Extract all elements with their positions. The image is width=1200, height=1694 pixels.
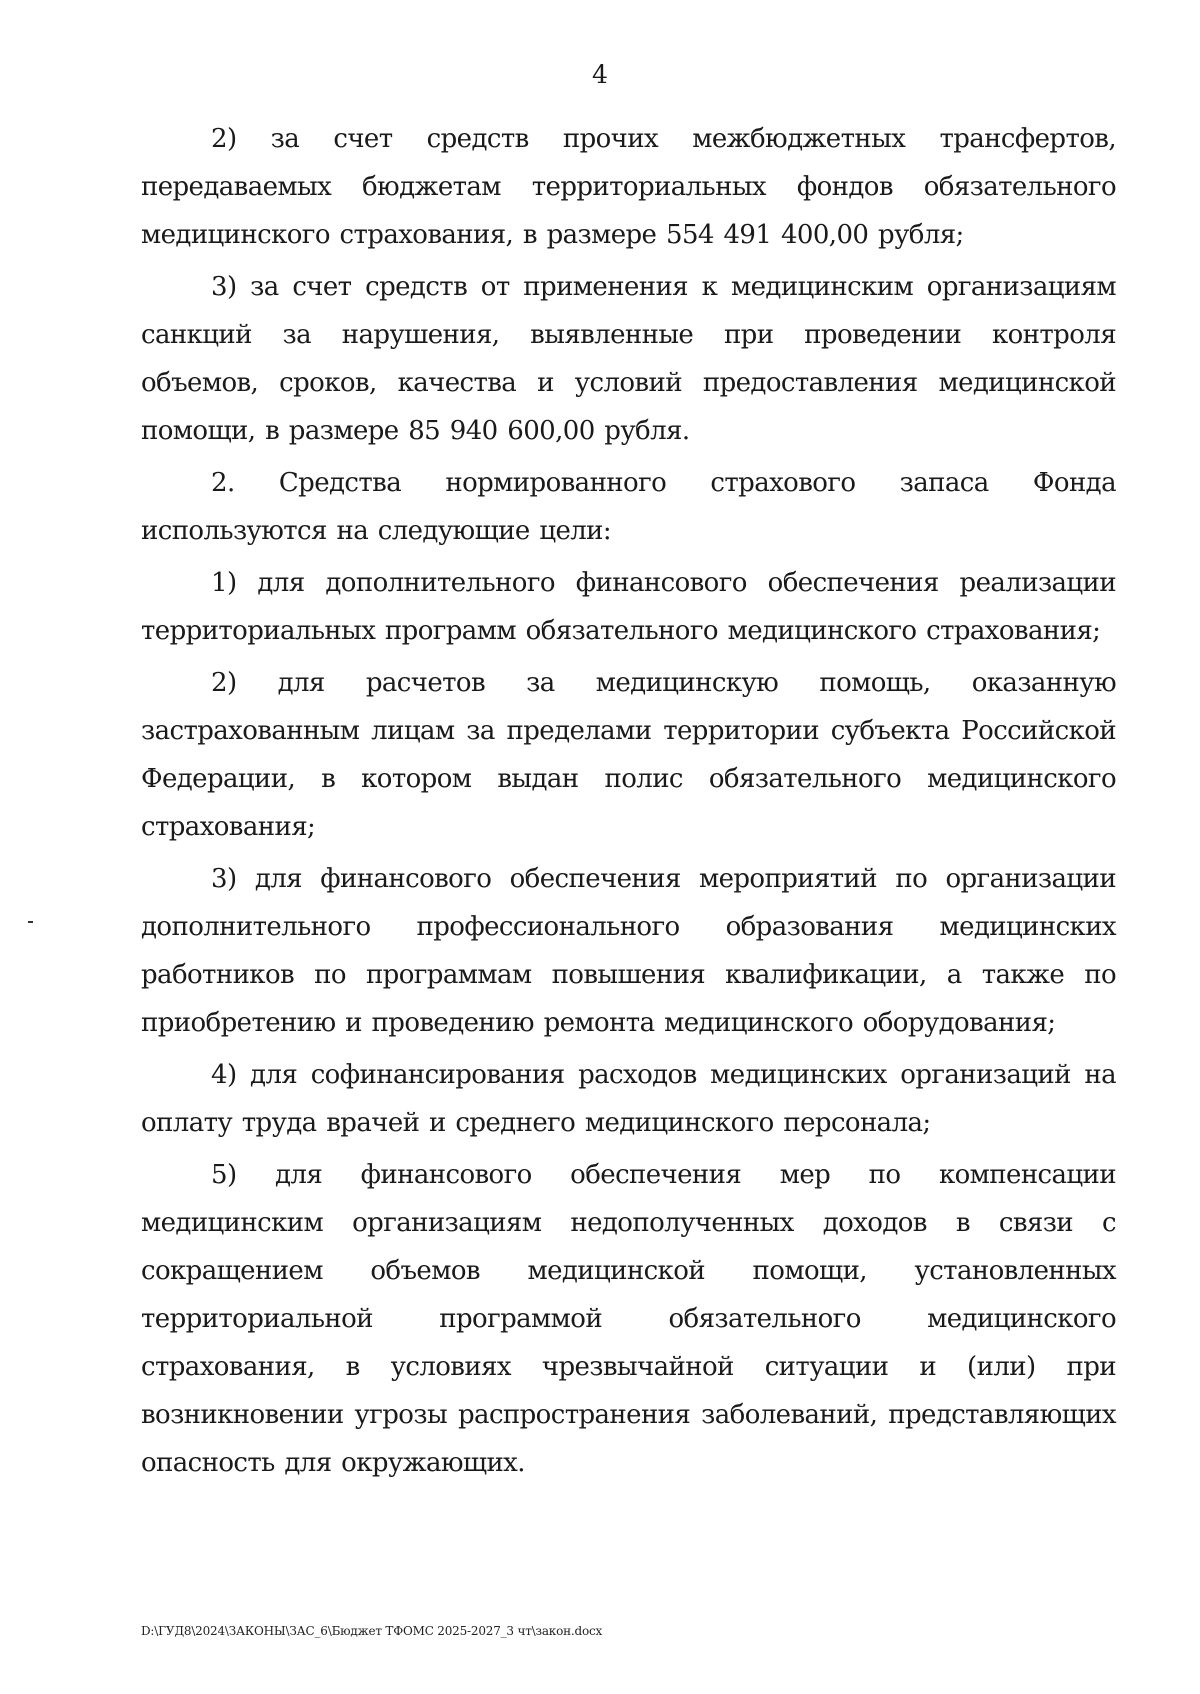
page-number: 4 (592, 60, 608, 89)
paragraph-purpose-2: 2) для расчетов за медицинскую помощь, оказанную застрахованным лицам за пределами территории субъекта Российской Федерации, в котором выдан полис обязательного медицинского страхования; (141, 668, 1116, 842)
document-body (141, 115, 1116, 1491)
footer-file-path: D:\ГУД8\2024\ЗАКОНЫ\ЗАС_6\Бюджет ТФОМС 2025-2027_3 чт\закон.docx (141, 1624, 603, 1638)
paragraph-purpose-4: 4) для софинансирования расходов медицинских организаций на оплату труда врачей и среднего медицинского персонала; (141, 1060, 1116, 1138)
paragraph-transfers: 2) за счет средств прочих межбюджетных трансфертов, передаваемых бюджетам территориальных фондов обязательного медицинского страхования, в размере 554 491 400,00 рубля; (141, 124, 1116, 250)
paragraph-purpose-3: 3) для финансового обеспечения мероприятий по организации дополнительного профессионального образования медицинских работников по программам повышения квалификации, а также по приобретению и проведению ремонта медицинского оборудования; (141, 864, 1116, 1038)
paragraph-purpose-5: 5) для финансового обеспечения мер по компенсации медицинским организациям недополученных доходов в связи с сокращением объемов медицинской помощи, установленных территориальной программой обязательного медицинского страхования, в условиях чрезвычайной ситуации и (или) при возникновении угрозы распространения заболеваний, представляющих опасность для окружающих. (141, 1160, 1116, 1478)
paragraph-reserve-purposes: 2. Средства нормированного страхового запаса Фонда используются на следующие цели: (141, 468, 1116, 546)
paragraph-sanctions: 3) за счет средств от применения к медицинским организациям санкций за нарушения, выявленные при проведении контроля объемов, сроков, качества и условий предоставления медицинской помощи, в размере 85 940 600,00 рубля. (141, 272, 1116, 446)
margin-mark (28, 921, 33, 923)
paragraph-purpose-1: 1) для дополнительного финансового обеспечения реализации территориальных программ обязательного медицинского страхования; (141, 568, 1116, 646)
